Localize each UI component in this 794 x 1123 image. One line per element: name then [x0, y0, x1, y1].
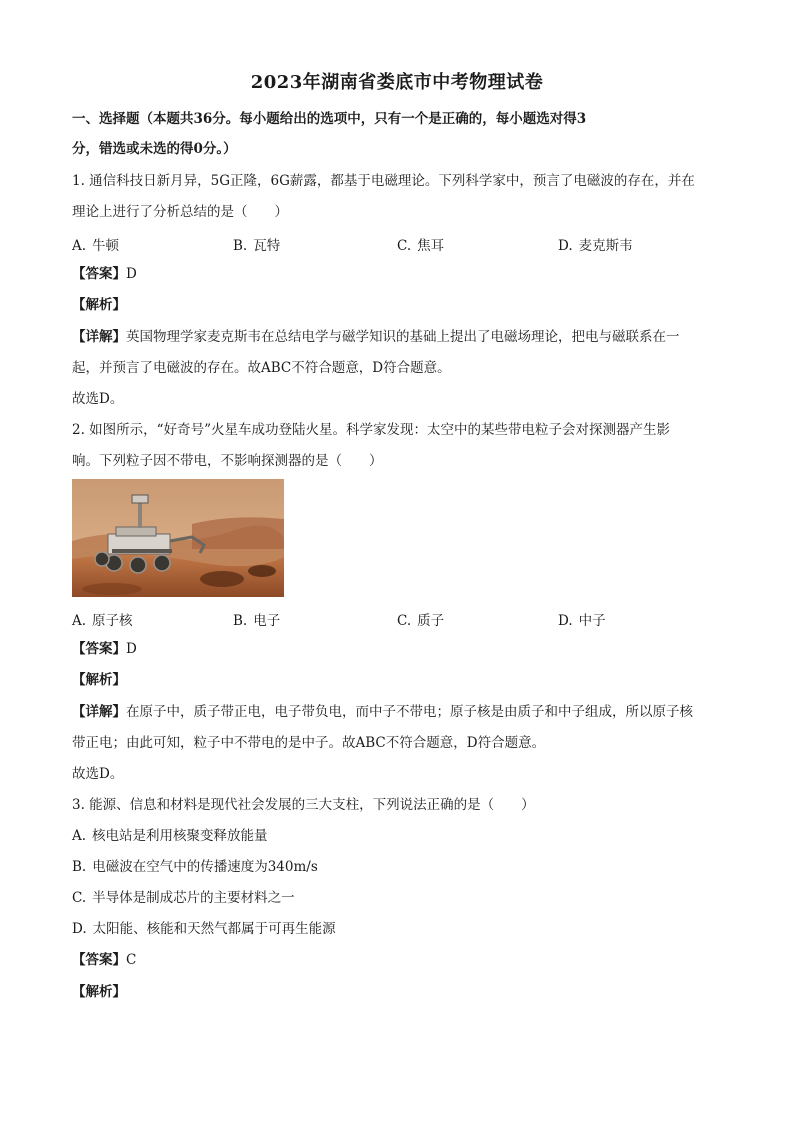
answer-tag: 【答案】 — [72, 266, 126, 282]
section-heading-line2: 分，错选或未选的得0分。） — [72, 141, 237, 157]
q1-option-b: B. 瓦特 — [233, 238, 281, 254]
q3-stem-line1: 3. 能源、信息和材料是现代社会发展的三大支柱，下列说法正确的是（ ） — [72, 797, 535, 813]
q1-conclusion: 故选D。 — [72, 391, 124, 407]
answer-value: C — [126, 952, 137, 968]
q1-answer — [72, 265, 137, 283]
q1-option-d: D. 麦克斯韦 — [558, 238, 633, 254]
q2-detail-line1: 【详解】在原子中，质子带正电，电子带负电，而中子不带电；原子核是由质子和中子组成，所以原子核 — [72, 704, 693, 720]
q2-option-a: A. 原子核 — [72, 613, 133, 629]
section-heading-line1: 一、选择题（本题共36分。每小题给出的选项中，只有一个是正确的，每小题选对得3 — [72, 111, 587, 127]
q2-option-b: B. 电子 — [233, 613, 281, 629]
q3-option-b: B. 电磁波在空气中的传播速度为340m/s — [72, 859, 318, 875]
q2-detail-line2: 带正电；由此可知，粒子中不带电的是中子。故ABC不符合题意，D符合题意。 — [72, 735, 546, 751]
q1-stem-line1: 1. 通信科技日新月异，5G正隆，6G薪露，都基于电磁理论。下列科学家中，预言了电磁波的存在，并在 — [72, 173, 695, 189]
q1-option-c: C. 焦耳 — [397, 238, 445, 254]
q1-detail-line2: 起，并预言了电磁波的存在。故ABC不符合题意，D符合题意。 — [72, 360, 451, 376]
q1-analysis-tag: 【解析】 — [72, 297, 126, 313]
answer-tag: 【答案】 — [72, 641, 126, 657]
q2-options — [72, 609, 722, 627]
q1-detail-line1: 【详解】英国物理学家麦克斯韦在总结电学与磁学知识的基础上提出了电磁场理论，把电与磁联系在一 — [72, 329, 680, 345]
mars-rover-image — [72, 479, 284, 597]
q3-option-c: C. 半导体是制成芯片的主要材料之一 — [72, 890, 295, 906]
answer-value: D — [126, 266, 137, 282]
q1-stem-line2: 理论上进行了分析总结的是（ ） — [72, 204, 288, 220]
q2-option-d: D. 中子 — [558, 613, 606, 629]
answer-value: D — [126, 641, 137, 657]
q1-options — [72, 234, 722, 252]
q3-option-a: A. 核电站是利用核聚变释放能量 — [72, 828, 268, 844]
q2-stem-line2: 响。下列粒子因不带电，不影响探测器的是（ ） — [72, 453, 383, 469]
q1-option-a: A. 牛顿 — [72, 238, 120, 254]
q2-analysis-tag: 【解析】 — [72, 672, 126, 688]
q3-answer — [72, 951, 136, 969]
mars-rover-illustration — [72, 479, 284, 597]
q2-stem-line1: 2. 如图所示，“好奇号”火星车成功登陆火星。科学家发现：太空中的某些带电粒子会对探测器产生影 — [72, 422, 670, 438]
answer-tag: 【答案】 — [72, 952, 126, 968]
q2-option-c: C. 质子 — [397, 613, 445, 629]
q3-option-d: D. 太阳能、核能和天然气都属于可再生能源 — [72, 921, 336, 937]
q3-analysis-tag: 【解析】 — [72, 984, 126, 1000]
page-title: 2023年湖南省娄底市中考物理试卷 — [250, 72, 544, 93]
detail-tag: 【详解】 — [72, 329, 126, 345]
q2-conclusion: 故选D。 — [72, 766, 124, 782]
detail-tag: 【详解】 — [72, 704, 126, 720]
q2-answer — [72, 640, 137, 658]
